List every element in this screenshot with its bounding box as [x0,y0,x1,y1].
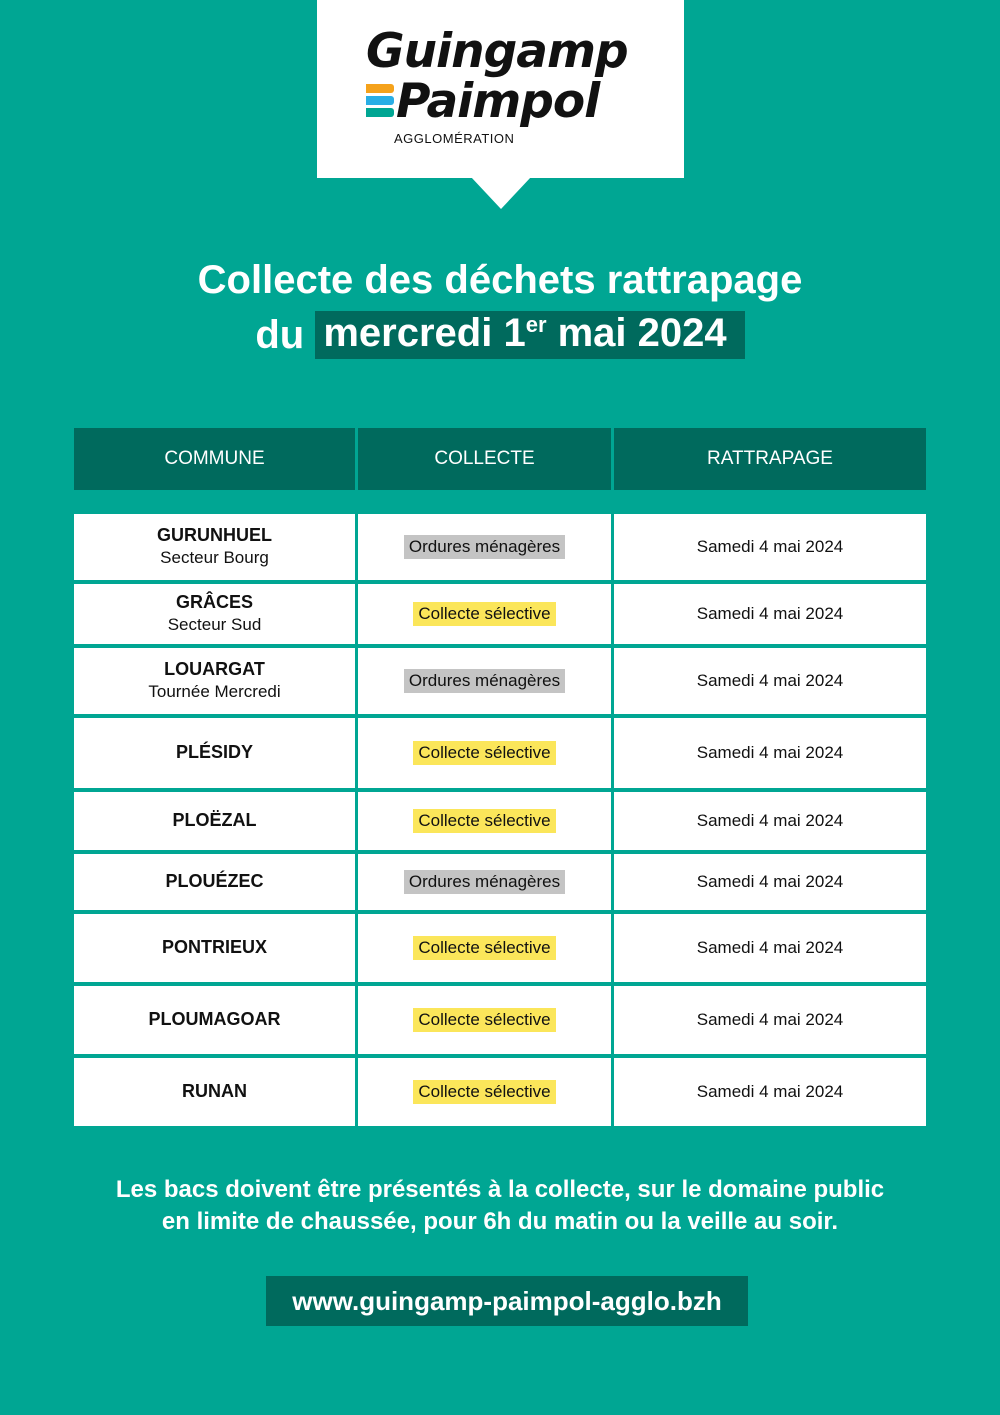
rattrapage-date: Samedi 4 mai 2024 [696,743,844,762]
rattrapage-date: Samedi 4 mai 2024 [696,938,844,957]
table-row [74,648,926,714]
rattrapage-cell [614,914,926,982]
commune-cell [74,792,355,850]
title-date-main: mercredi 1 [323,311,526,355]
collecte-cell [358,718,611,788]
commune-name: LOUARGAT [164,659,265,680]
collecte-cell [358,514,611,580]
commune-cell [74,986,355,1054]
logo-pointer [471,177,531,209]
table-header [74,428,926,490]
commune-name: RUNAN [182,1081,247,1102]
commune-cell [74,1058,355,1126]
logo-text-guingamp: Guingamp [366,24,628,79]
header-collecte: COLLECTE [358,428,611,490]
collecte-cell [358,914,611,982]
commune-cell [74,914,355,982]
header-rattrapage: RATTRAPAGE [614,428,926,490]
logo-text-paimpol: Paimpol [396,74,600,129]
table-row [74,986,926,1054]
table-row [74,514,926,580]
rattrapage-date: Samedi 4 mai 2024 [696,604,844,623]
logo-subtitle: AGGLOMÉRATION [394,131,515,146]
commune-name: PLÉSIDY [175,742,254,763]
table-row [74,718,926,788]
notice-line2: en limite de chaussée, pour 6h du matin ou la veille au soir. [161,1208,839,1235]
collecte-tag: Ordures ménagères [404,535,565,559]
collecte-tag: Collecte sélective [413,602,555,626]
collecte-cell [358,648,611,714]
rattrapage-cell [614,718,926,788]
rattrapage-date: Samedi 4 mai 2024 [696,1010,844,1029]
rattrapage-cell [614,648,926,714]
title-date-end: mai 2024 [546,311,727,355]
commune-name: PONTRIEUX [161,937,267,958]
title-date-highlight [315,311,744,359]
logo-stripes-icon [366,84,394,120]
page-title-line1: Collecte des déchets rattrapage [197,258,803,302]
notice-text [0,1174,1000,1238]
collecte-cell [358,584,611,644]
commune-cell [74,718,355,788]
rattrapage-date: Samedi 4 mai 2024 [696,1082,844,1101]
collecte-tag: Collecte sélective [413,1080,555,1104]
table-row [74,584,926,644]
collecte-cell [358,792,611,850]
collecte-cell [358,854,611,910]
rattrapage-date: Samedi 4 mai 2024 [696,537,844,556]
rattrapage-cell [614,584,926,644]
header-commune: COMMUNE [74,428,355,490]
collecte-tag: Ordures ménagères [404,669,565,693]
table-row [74,914,926,982]
table-row [74,792,926,850]
rattrapage-cell [614,854,926,910]
page-title-line2 [0,311,1000,359]
schedule-table [74,428,926,1130]
commune-cell [74,584,355,644]
commune-cell [74,514,355,580]
commune-name: PLOËZAL [172,810,257,831]
rattrapage-cell [614,514,926,580]
commune-sector: Secteur Sud [167,614,262,634]
rattrapage-date: Samedi 4 mai 2024 [696,872,844,891]
collecte-tag: Collecte sélective [413,809,555,833]
rattrapage-cell [614,1058,926,1126]
collecte-tag: Collecte sélective [413,1008,555,1032]
notice-line1: Les bacs doivent être présentés à la collecte, sur le domaine public [115,1176,885,1203]
collecte-cell [358,986,611,1054]
collecte-cell [358,1058,611,1126]
commune-sector: Secteur Bourg [160,547,269,567]
rattrapage-cell [614,792,926,850]
commune-name: GURUNHUEL [157,525,272,546]
commune-cell [74,854,355,910]
commune-name: GRÂCES [175,592,253,613]
title-date-sup: er [525,312,547,337]
table-row [74,854,926,910]
website-link[interactable]: www.guingamp-paimpol-agglo.bzh [266,1276,748,1326]
collecte-tag: Collecte sélective [413,936,555,960]
commune-name: PLOUÉZEC [165,871,264,892]
collecte-tag: Collecte sélective [413,741,555,765]
title-prefix: du [255,313,305,357]
rattrapage-cell [614,986,926,1054]
table-row [74,1058,926,1126]
commune-sector: Tournée Mercredi [148,681,281,701]
commune-cell [74,648,355,714]
rattrapage-date: Samedi 4 mai 2024 [696,811,844,830]
collecte-tag: Ordures ménagères [404,870,565,894]
rattrapage-date: Samedi 4 mai 2024 [696,671,844,690]
commune-name: PLOUMAGOAR [148,1009,281,1030]
